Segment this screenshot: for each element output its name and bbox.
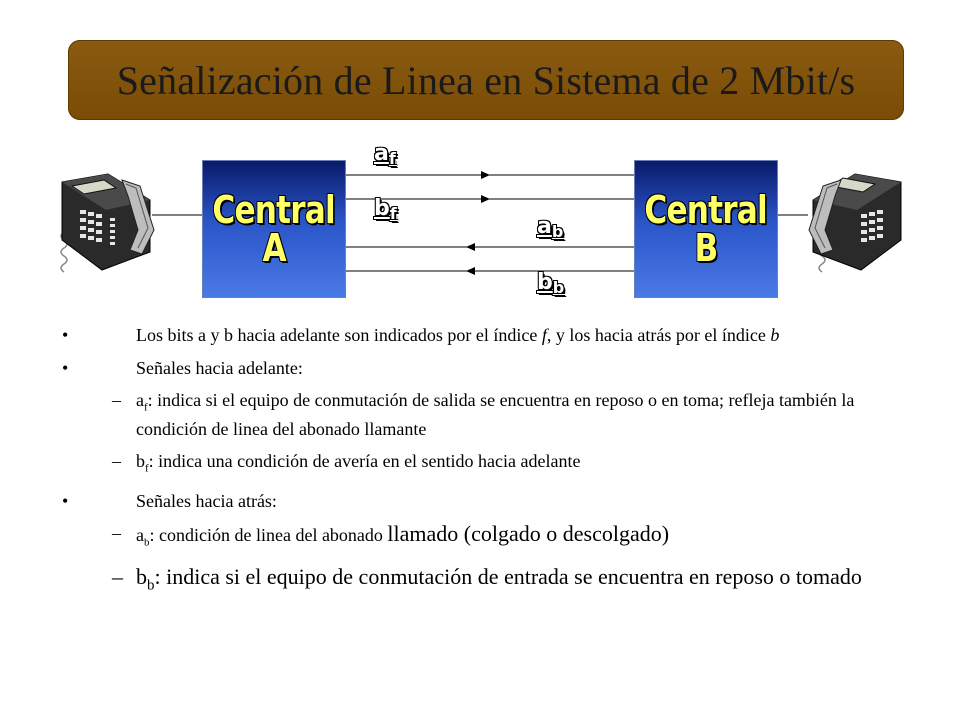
bullet-index-explanation: • Los bits a y b hacia adelante son indicados por el índice f, y los hacia atrás por el índice b <box>60 324 900 346</box>
bullet-forward-signals: • Señales hacia adelante: <box>60 357 900 379</box>
subbullet-bf: – $b_f$: indica una condición de avería en el sentido hacia adelante <box>112 450 581 475</box>
line-bb-backward <box>344 267 634 275</box>
central-a-box <box>202 160 346 298</box>
bullet-list <box>60 324 900 608</box>
signal-label-ab: $a_b$ <box>537 214 564 241</box>
arrow-left-icon <box>466 243 475 251</box>
signal-label-bf: $b_f$ <box>374 196 397 223</box>
arrow-right-icon <box>481 195 490 203</box>
slide-title: Señalización de Linea en Sistema de 2 Mbit/s <box>116 57 856 103</box>
central-a-label-line2: A <box>262 226 286 270</box>
arrow-left-icon <box>466 267 475 275</box>
line-ab-backward <box>344 243 634 251</box>
line-af-forward <box>344 171 634 179</box>
central-b-label-line2: B <box>694 226 718 270</box>
bullet-backward-signals: • Señales hacia atrás: <box>60 490 900 512</box>
central-b-box <box>634 160 778 298</box>
arrow-right-icon <box>481 171 490 179</box>
subbullet-af: – $a_f$: indica si el equipo de conmutación de salida se encuentra en reposo o en toma; refleja también la condición de linea del abonado llamante <box>112 390 855 439</box>
signal-label-bb: $b_b$ <box>537 270 565 297</box>
central-b-label-line1: Central <box>644 188 768 232</box>
subbullet-ab: – $a_b$: condición de linea del abonado llamado (colgado o descolgado) <box>112 521 670 549</box>
central-a-label-line1: Central <box>212 188 336 232</box>
signal-label-af: $a_f$ <box>374 141 396 168</box>
telephone-right-icon <box>808 170 913 278</box>
subbullet-bb: – $b_b$: indica si el equipo de conmutación de entrada se encuentra en reposo o tomado <box>112 563 862 594</box>
telephone-left-icon <box>50 170 155 278</box>
